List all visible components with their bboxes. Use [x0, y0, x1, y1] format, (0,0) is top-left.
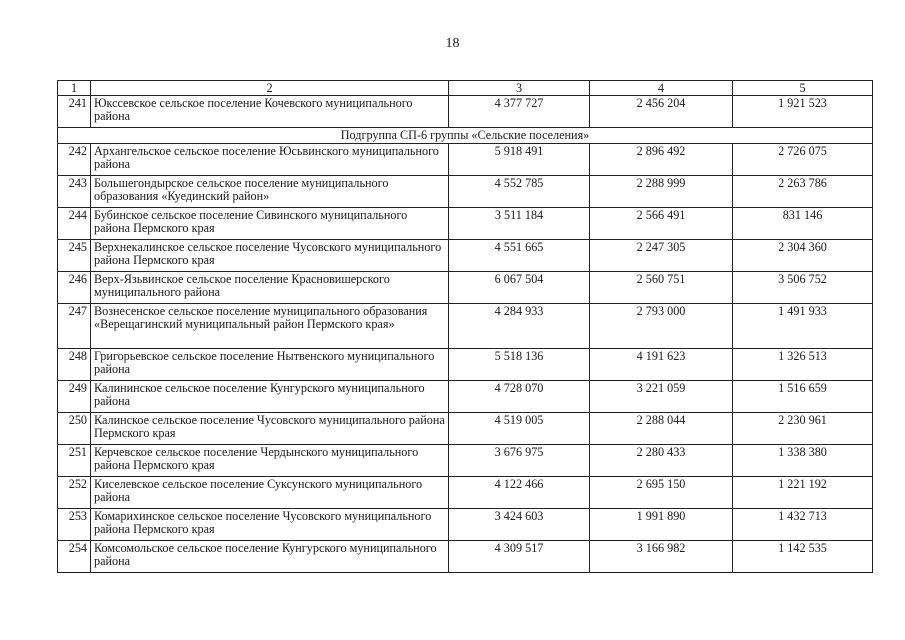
- row-number-cell: 252: [58, 477, 91, 509]
- value-col4-cell: 2 695 150: [590, 477, 733, 509]
- settlement-name-cell: Большегондырское сельское поселение муниципального образования «Куединский район»: [91, 176, 449, 208]
- table-row: [58, 541, 873, 573]
- row-number-cell: 251: [58, 445, 91, 477]
- value-col4-cell: 2 247 305: [590, 240, 733, 272]
- column-header: 5: [733, 81, 873, 96]
- value-col3-cell: 3 676 975: [449, 445, 590, 477]
- row-number-cell: 241: [58, 96, 91, 128]
- value-col3-cell: 5 918 491: [449, 144, 590, 176]
- value-col4-cell: 3 166 982: [590, 541, 733, 573]
- settlement-name-cell: Верхнекалинское сельское поселение Чусовского муниципального района Пермского края: [91, 240, 449, 272]
- column-header: 1: [58, 81, 91, 96]
- value-col4-cell: 2 280 433: [590, 445, 733, 477]
- row-number-cell: 248: [58, 349, 91, 381]
- subgroup-title: Подгруппа СП-6 группы «Сельские поселения»: [58, 128, 873, 144]
- table-row: [58, 413, 873, 445]
- value-col5-cell: 1 516 659: [733, 381, 873, 413]
- value-col5-cell: 1 221 192: [733, 477, 873, 509]
- row-number-cell: 247: [58, 304, 91, 349]
- value-col3-cell: 4 377 727: [449, 96, 590, 128]
- value-col4-cell: 2 793 000: [590, 304, 733, 349]
- column-header: 3: [449, 81, 590, 96]
- row-number-cell: 254: [58, 541, 91, 573]
- value-col5-cell: 1 432 713: [733, 509, 873, 541]
- column-header: 4: [590, 81, 733, 96]
- value-col5-cell: 1 338 380: [733, 445, 873, 477]
- table-row: [58, 477, 873, 509]
- value-col4-cell: 2 896 492: [590, 144, 733, 176]
- value-col3-cell: 3 511 184: [449, 208, 590, 240]
- value-col4-cell: 3 221 059: [590, 381, 733, 413]
- value-col3-cell: 6 067 504: [449, 272, 590, 304]
- value-col3-cell: 4 551 665: [449, 240, 590, 272]
- settlement-name-cell: Бубинское сельское поселение Сивинского муниципального района Пермского края: [91, 208, 449, 240]
- column-number-header-row: [58, 81, 873, 96]
- value-col5-cell: 1 326 513: [733, 349, 873, 381]
- table-row: [58, 208, 873, 240]
- table-row: [58, 349, 873, 381]
- value-col3-cell: 5 518 136: [449, 349, 590, 381]
- settlement-name-cell: Калинское сельское поселение Чусовского муниципального района Пермского края: [91, 413, 449, 445]
- value-col4-cell: 2 456 204: [590, 96, 733, 128]
- value-col3-cell: 4 309 517: [449, 541, 590, 573]
- table-row: [58, 176, 873, 208]
- value-col4-cell: 2 288 999: [590, 176, 733, 208]
- row-number-cell: 253: [58, 509, 91, 541]
- settlement-name-cell: Керчевское сельское поселение Чердынского муниципального района Пермского края: [91, 445, 449, 477]
- table-row: [58, 445, 873, 477]
- column-header: 2: [91, 81, 449, 96]
- value-col5-cell: 2 304 360: [733, 240, 873, 272]
- settlement-name-cell: Калининское сельское поселение Кунгурского муниципального района: [91, 381, 449, 413]
- table-row: [58, 304, 873, 349]
- table-row: [58, 272, 873, 304]
- settlement-name-cell: Комарихинское сельское поселение Чусовского муниципального района Пермского края: [91, 509, 449, 541]
- row-number-cell: 245: [58, 240, 91, 272]
- value-col4-cell: 2 560 751: [590, 272, 733, 304]
- settlement-name-cell: Вознесенское сельское поселение муниципального образования «Верещагинский муниципальный район Пермского края»: [91, 304, 449, 349]
- table-body: [58, 96, 873, 573]
- table-row: [58, 509, 873, 541]
- table-row: [58, 96, 873, 128]
- row-number-cell: 249: [58, 381, 91, 413]
- table-row: [58, 240, 873, 272]
- settlement-name-cell: Архангельское сельское поселение Юсьвинского муниципального района: [91, 144, 449, 176]
- value-col3-cell: 4 122 466: [449, 477, 590, 509]
- row-number-cell: 250: [58, 413, 91, 445]
- value-col5-cell: 1 142 535: [733, 541, 873, 573]
- settlement-name-cell: Григорьевское сельское поселение Нытвенского муниципального района: [91, 349, 449, 381]
- value-col5-cell: 2 726 075: [733, 144, 873, 176]
- row-number-cell: 243: [58, 176, 91, 208]
- settlement-name-cell: Киселевское сельское поселение Суксунского муниципального района: [91, 477, 449, 509]
- value-col3-cell: 4 519 005: [449, 413, 590, 445]
- value-col4-cell: 4 191 623: [590, 349, 733, 381]
- value-col5-cell: 2 230 961: [733, 413, 873, 445]
- value-col5-cell: 1 921 523: [733, 96, 873, 128]
- settlement-name-cell: Верх-Язьвинское сельское поселение Красновишерского муниципального района: [91, 272, 449, 304]
- settlement-name-cell: Комсомольское сельское поселение Кунгурского муниципального района: [91, 541, 449, 573]
- value-col5-cell: 3 506 752: [733, 272, 873, 304]
- value-col5-cell: 831 146: [733, 208, 873, 240]
- value-col4-cell: 1 991 890: [590, 509, 733, 541]
- value-col5-cell: 2 263 786: [733, 176, 873, 208]
- table-row: [58, 144, 873, 176]
- page-number: 18: [445, 36, 460, 51]
- row-number-cell: 246: [58, 272, 91, 304]
- subgroup-row: [58, 128, 873, 144]
- value-col3-cell: 4 284 933: [449, 304, 590, 349]
- value-col3-cell: 4 728 070: [449, 381, 590, 413]
- settlement-name-cell: Юксcевское сельское поселение Кочевского муниципального района: [91, 96, 449, 128]
- table-row: [58, 381, 873, 413]
- value-col5-cell: 1 491 933: [733, 304, 873, 349]
- row-number-cell: 244: [58, 208, 91, 240]
- value-col3-cell: 3 424 603: [449, 509, 590, 541]
- row-number-cell: 242: [58, 144, 91, 176]
- value-col4-cell: 2 566 491: [590, 208, 733, 240]
- value-col4-cell: 2 288 044: [590, 413, 733, 445]
- value-col3-cell: 4 552 785: [449, 176, 590, 208]
- budget-table: [57, 80, 873, 573]
